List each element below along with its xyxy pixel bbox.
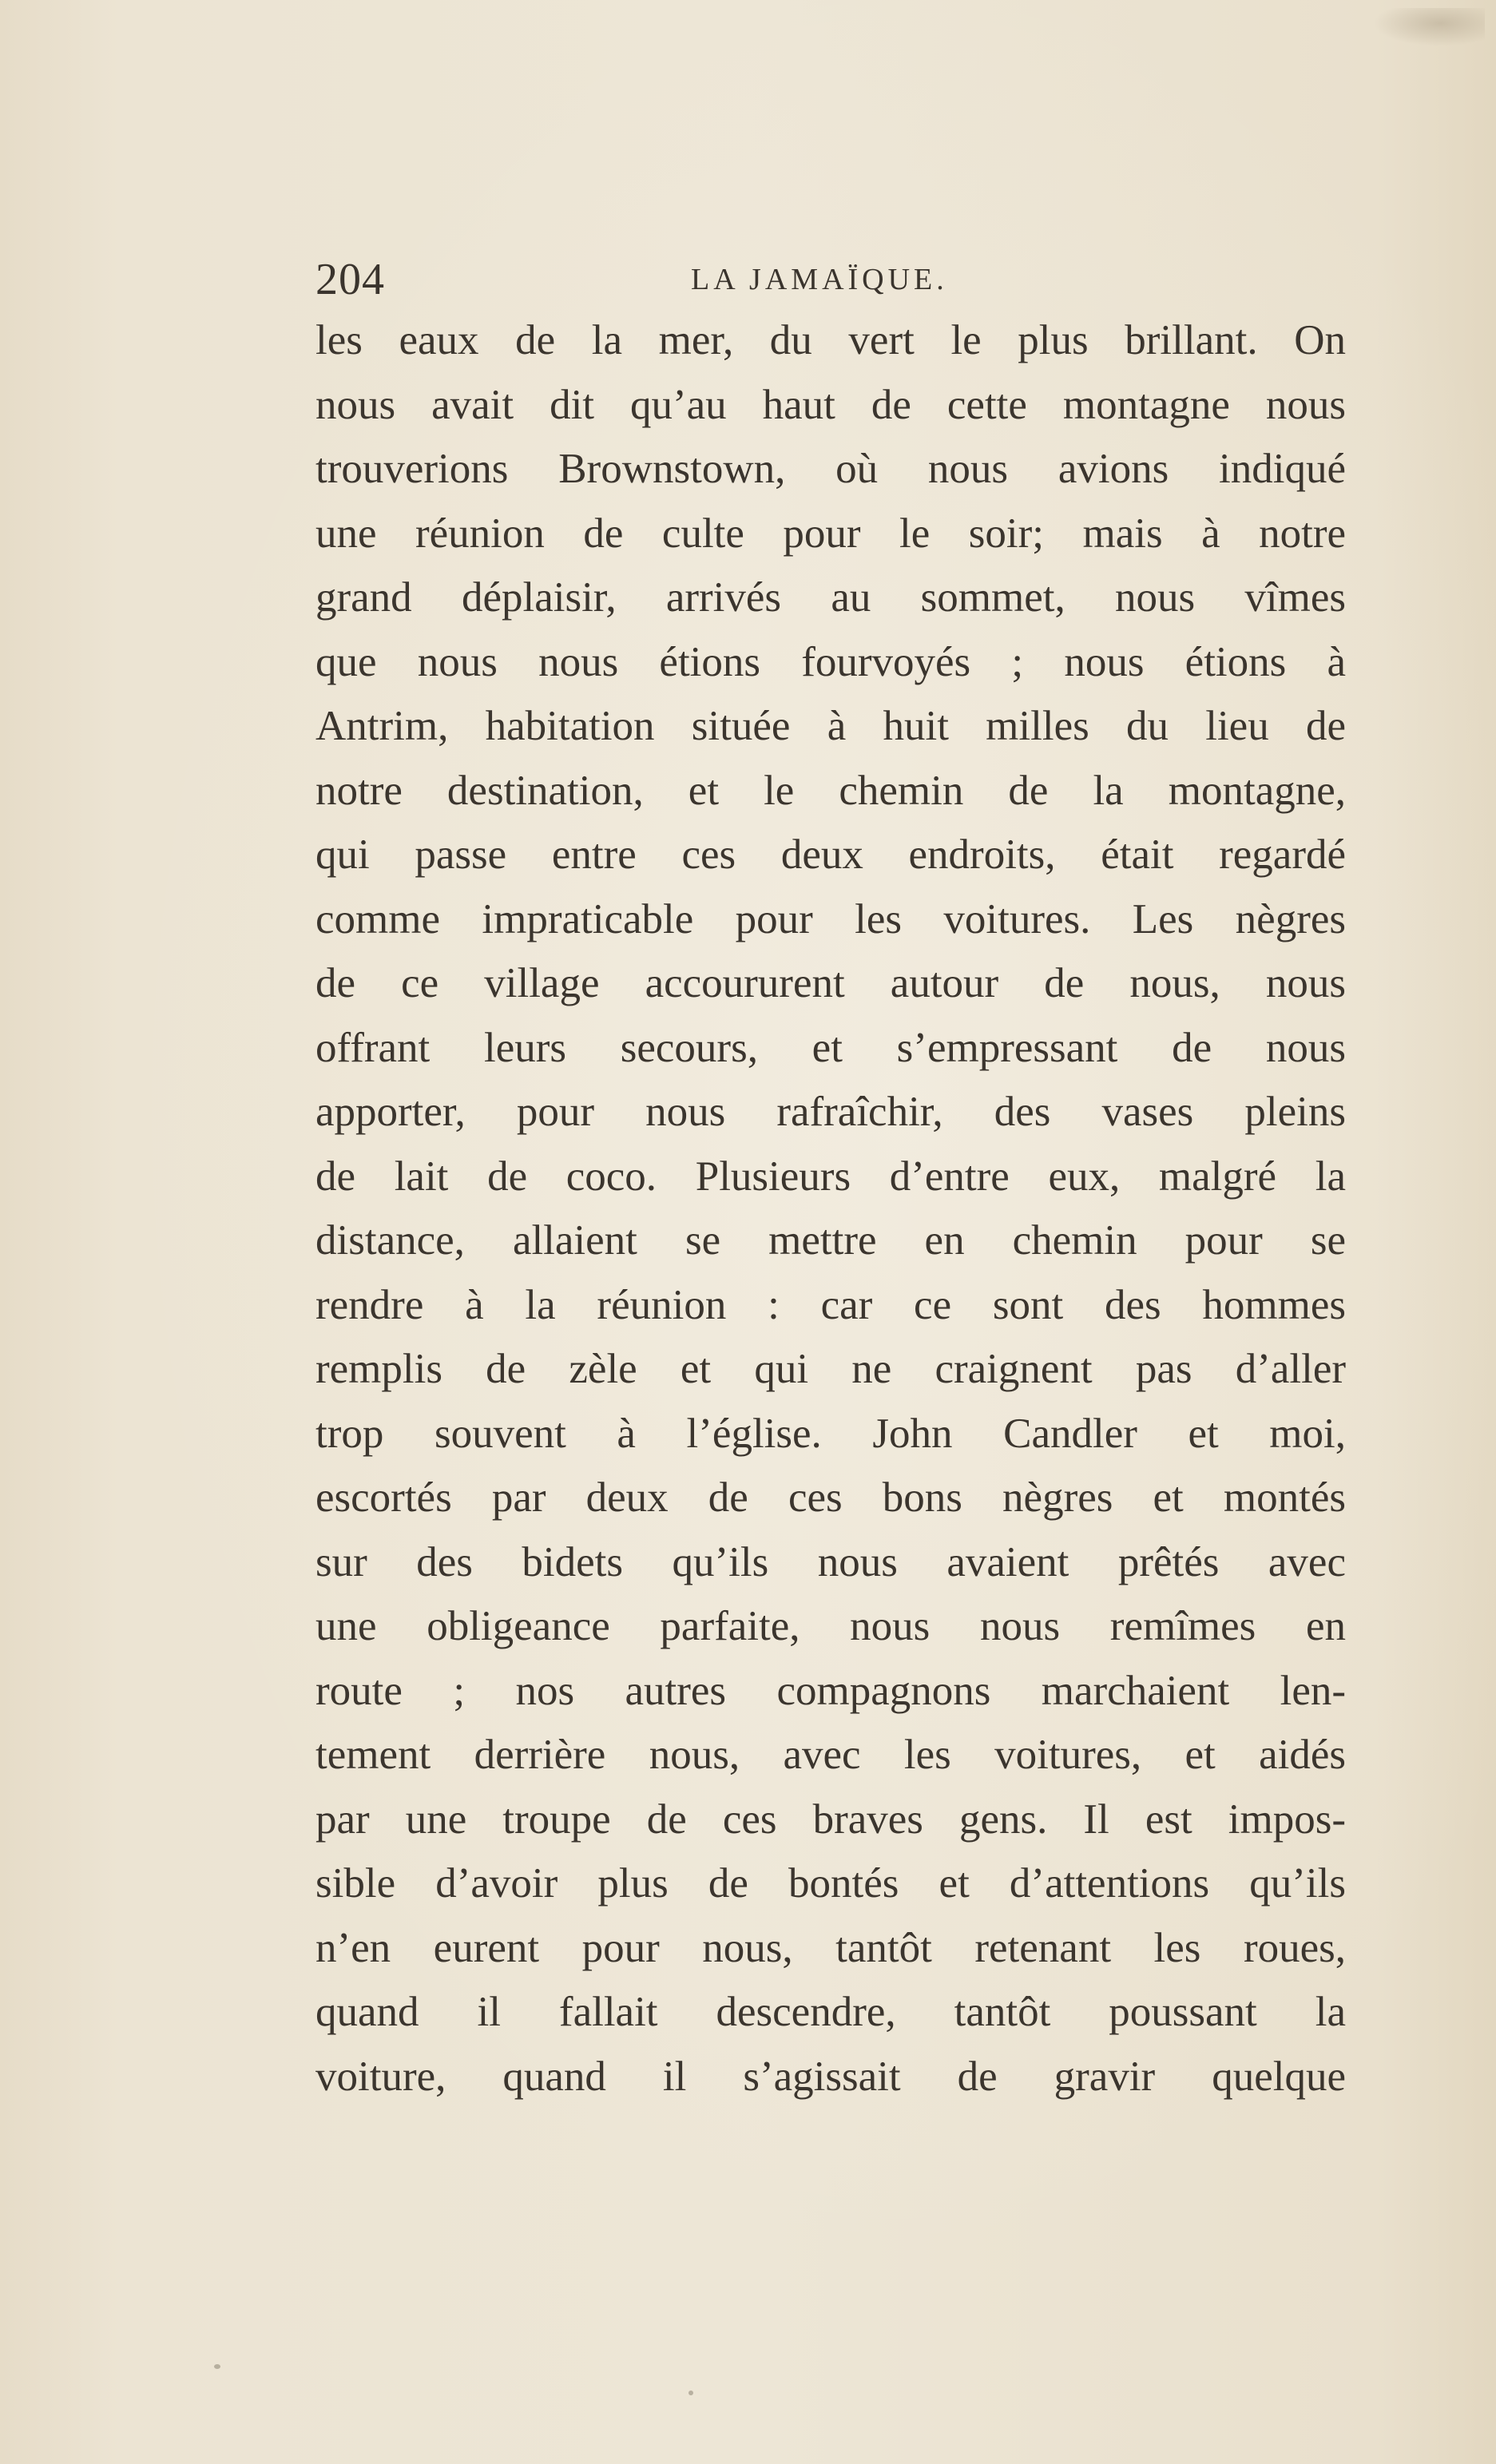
text-line: notre destination, et le chemin de la montagne, [315, 767, 1346, 814]
page-number: 204 [315, 255, 385, 304]
text-line: remplis de zèle et qui ne craignent pas d’aller [315, 1346, 1346, 1392]
text-line: distance, allaient se mettre en chemin pour se [315, 1217, 1346, 1264]
text-line: par une troupe de ces braves gens. Il est impos- [315, 1795, 1346, 1843]
text-line: comme impraticable pour les voitures. Les nègres [315, 895, 1346, 942]
text-line: une réunion de culte pour le soir; mais à notre [315, 510, 1346, 557]
paper-speck [214, 2364, 220, 2369]
text-line: de lait de coco. Plusieurs d’entre eux, malgré la [315, 1153, 1346, 1200]
text-line: trop souvent à l’église. John Candler et moi, [315, 1410, 1346, 1457]
text-line: nous avait dit qu’au haut de cette montagne nous [315, 381, 1346, 428]
paper-speck [688, 2391, 693, 2395]
text-line: Antrim, habitation située à huit milles du lieu de [315, 703, 1346, 749]
text-line: que nous nous étions fourvoyés ; nous étions à [315, 638, 1346, 685]
text-line: trouverions Brownstown, où nous avions indiqué [315, 446, 1346, 492]
text-line: tement derrière nous, avec les voitures, et aidés [315, 1732, 1346, 1778]
text-line: sible d’avoir plus de bontés et d’attentions qu’ils [315, 1860, 1346, 1907]
paper-stain [1373, 8, 1485, 46]
text-line: apporter, pour nous rafraîchir, des vases pleins [315, 1089, 1346, 1135]
text-line: qui passe entre ces deux endroits, était regardé [315, 831, 1346, 878]
text-line: les eaux de la mer, du vert le plus brillant. On [315, 317, 1346, 363]
running-head: LA JAMAÏQUE. [691, 263, 948, 296]
text-line: grand déplaisir, arrivés au sommet, nous vîmes [315, 574, 1346, 621]
text-line: de ce village accoururent autour de nous, nous [315, 960, 1346, 1006]
text-line: n’en eurent pour nous, tantôt retenant les roues, [315, 1924, 1346, 1971]
text-line: escortés par deux de ces bons nègres et montés [315, 1474, 1346, 1521]
text-line: offrant leurs secours, et s’empressant de nous [315, 1024, 1346, 1071]
text-line: une obligeance parfaite, nous nous remîmes en [315, 1603, 1346, 1649]
text-line: rendre à la réunion : car ce sont des hommes [315, 1281, 1346, 1328]
body-text [315, 308, 1346, 2109]
page-header [315, 254, 1346, 310]
text-line: route ; nos autres compagnons marchaient len- [315, 1667, 1346, 1714]
text-line: sur des bidets qu’ils nous avaient prêtés avec [315, 1538, 1346, 1585]
text-line: quand il fallait descendre, tantôt poussant la [315, 1989, 1346, 2035]
text-line: voiture, quand il s’agissait de gravir quelque [315, 2053, 1346, 2100]
